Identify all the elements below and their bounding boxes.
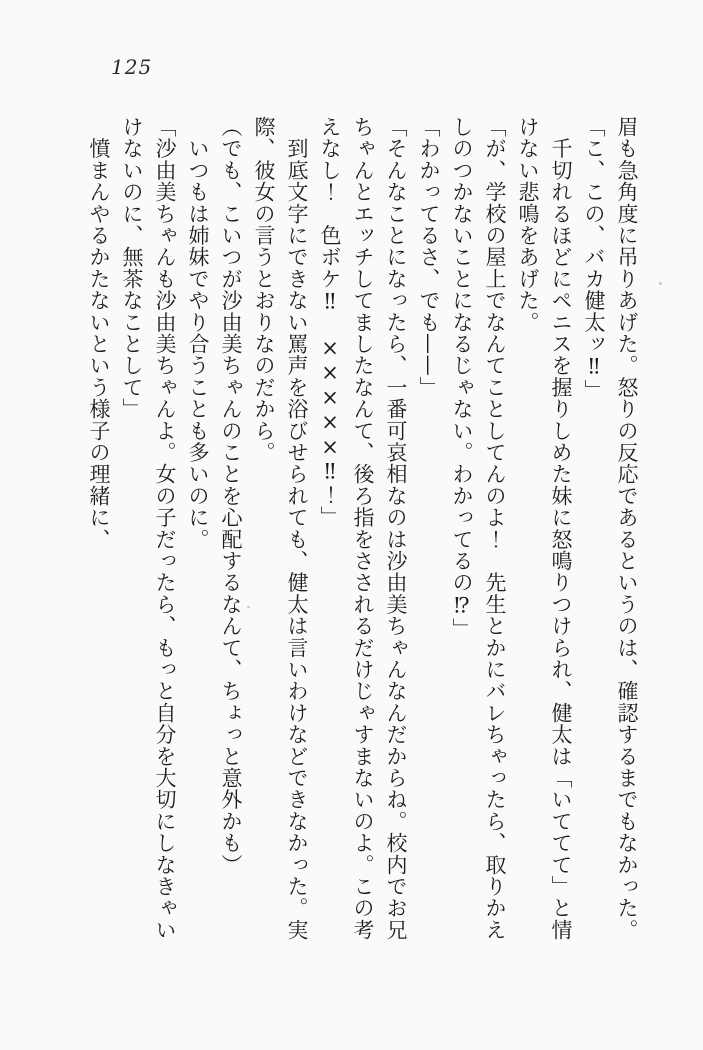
text-line-3: 千切れるほどにペニスを握りしめた妹に怒鳴りつけられ、健太は「いててて」と情 [549, 116, 573, 941]
text-line-6: しのつかないことになるじゃない。わかってるの⁉」 [450, 116, 474, 640]
vertical-text-block [82, 116, 643, 946]
text-line-7: 「わかってるさ、でも——」 [417, 116, 441, 399]
text-line-5: 「が、学校の屋上でなんてことしてんのよ！ 先生とかにバレちゃったら、取りかえ [483, 116, 507, 941]
text-line-14: いつもは姉妹でやり合うことも多いのに。 [186, 116, 210, 550]
text-line-13: （でも、こいつが沙由美ちゃんのことを心配するなんて、ちょっと意外かも） [219, 116, 243, 876]
text-line-15: 「沙由美ちゃんも沙由美ちゃんよ。女の子だったら、もっと自分を大切にしなきゃい [153, 116, 177, 941]
scan-speck [247, 606, 250, 608]
page-number: 125 [111, 55, 153, 79]
text-line-4: けない悲鳴をあげた。 [516, 116, 540, 333]
text-line-17: 憤まんやるかたないという様子の理緒に、 [87, 116, 111, 550]
text-line-12: 際、彼女の言うとおりなのだから。 [252, 116, 276, 464]
scan-speck [659, 282, 662, 285]
text-line-9: ちゃんとエッチしてましたなんて、後ろ指をさされるだけじゃすまないのよ。この考 [351, 116, 375, 941]
text-line-16: けないのに、無茶なことして」 [120, 116, 144, 420]
text-line-8: 「そんなことになったら、一番可哀相なのは沙由美ちゃんなんだからね。校内でお兄 [384, 116, 408, 941]
text-line-2: 「こ、この、バカ健太ッ‼」 [582, 116, 606, 402]
text-line-1: 眉も急角度に吊りあげた。怒りの反応であるというのは、確認するまでもなかった。 [615, 116, 639, 941]
text-line-10: えなし！ 色ボケ‼ ×××××‼！」 [318, 116, 342, 528]
text-line-11: 到底文字にできない罵声を浴びせられても、健太は言いわけなどできなかった。実 [285, 116, 309, 941]
